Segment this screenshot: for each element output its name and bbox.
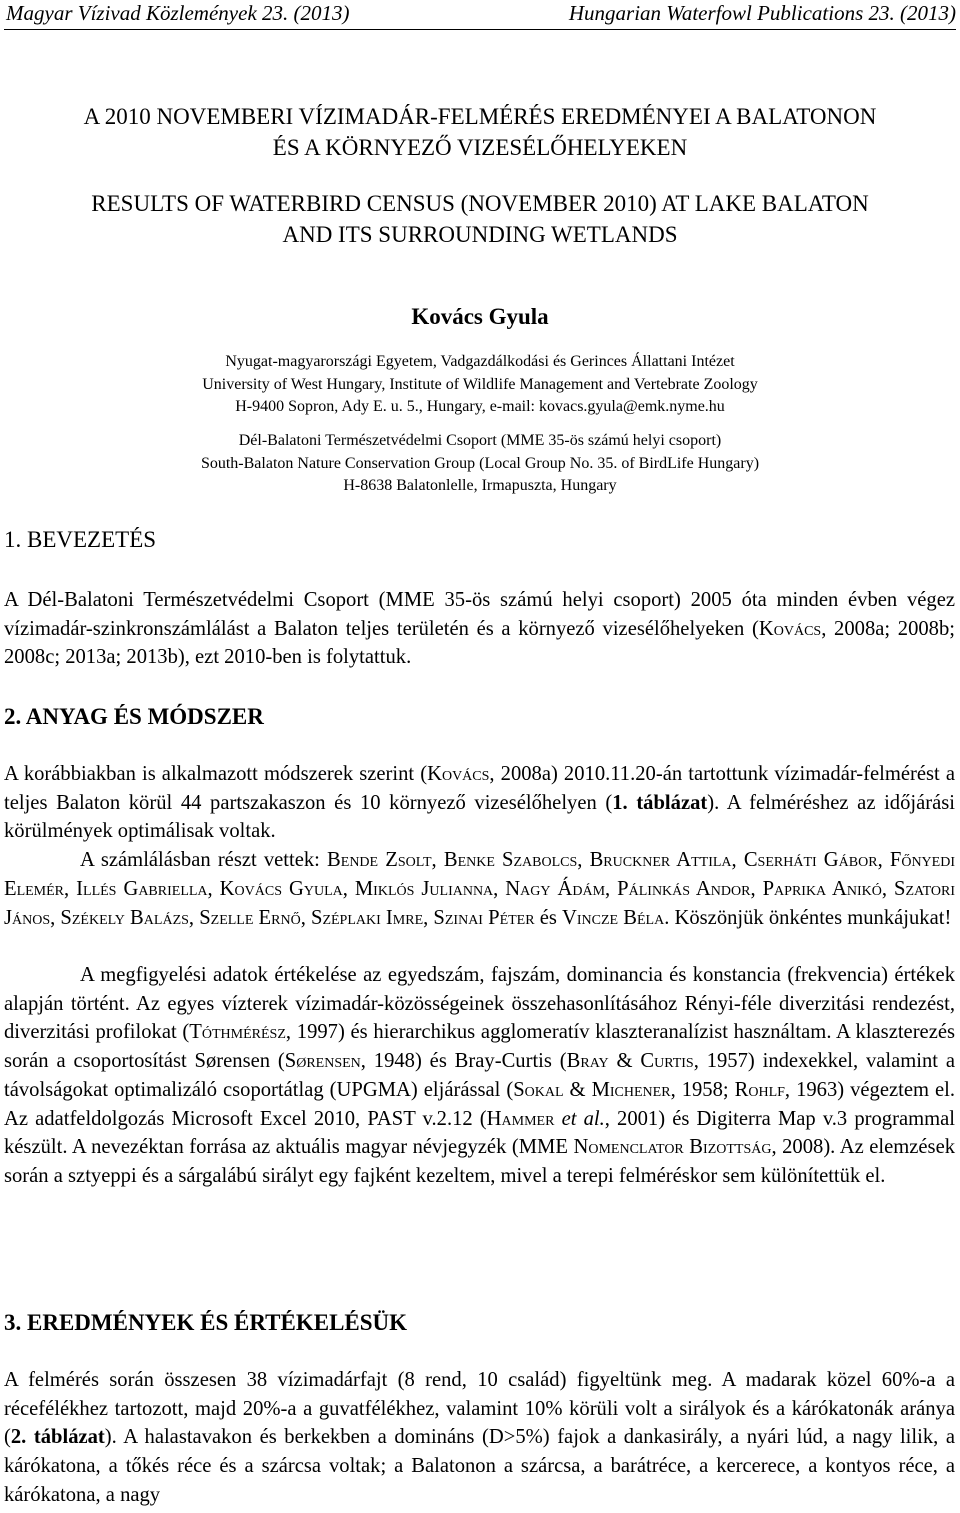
section-heading-results: 3. EREDMÉNYEK ÉS ÉRTÉKELÉSÜK xyxy=(4,1310,408,1335)
running-header xyxy=(6,0,956,26)
methods-p3-cite-3: Bray xyxy=(566,1050,609,1073)
section-heading-intro: 1. BEVEZETÉS xyxy=(4,527,157,552)
results-p1-text-1: A felmérés során összesen 38 vízimadárfajt (8 rend, 10 család) figyeltünk meg. A madarak közel 60%-a a récefélékhez tartozott, majd 20%-a a guvatfélékhez, valamint 10% körüli volt a sirályok és a kárókatonák aránya ( xyxy=(4,1369,955,1449)
section-heading-methods: 2. ANYAG ÉS MÓDSZER xyxy=(4,704,264,729)
author-name: Kovács Gyula xyxy=(411,304,549,329)
title-en-line-1: RESULTS OF WATERBIRD CENSUS (NOVEMBER 2010) AT LAKE BALATON xyxy=(91,191,869,216)
methods-p3-text-9: , 2001) és Digiterra Map v.3 programmal készült. A nevezéktan forrása az aktuális magyar névjegyzék (MME xyxy=(4,1107,955,1159)
methods-p1-table-ref: 1. táblázat xyxy=(612,791,708,814)
methods-p1-citation: ovács xyxy=(441,763,490,785)
methods-p3-text-6: & xyxy=(563,1078,592,1101)
methods-p3-cite-9: Nomenclator Bizottság xyxy=(573,1136,772,1159)
methods-p3-cite-6: Michener xyxy=(591,1078,671,1101)
affiliation-1-line-2: University of West Hungary, Institute of Wildlife Management and Vertebrate Zoology xyxy=(202,375,758,393)
intro-paragraph xyxy=(4,586,955,672)
affiliation-1-line-1: Nyugat-magyarországi Egyetem, Vadgazdálkodási és Gerinces Állattani Intézet xyxy=(225,353,735,370)
methods-p3-text-1: A megfigyelési adatok értékelése az egyedszám, fajszám, dominancia és konstancia (frekvencia) értékek alapján történt. Az egyes vízterek vízimadár-közösségeinek összehasonlításához Rényi-féle diverzitási rendezést, diverzitási profilokat ( xyxy=(4,964,955,1044)
methods-p3-cite-1: Tóthmérész xyxy=(189,1021,286,1044)
results-p1-text-2: ). A halastavakon és berkekben a domináns (D>5%) fajok a dankasirály, a nyári lúd, a nagy lilik, a kárókatona, a tőkés réce és a szárcsa voltak; a Balatonon a szárcsa, a barátréce, a kercerece, a kontyos réce, a kárókatona, a nagy xyxy=(4,1426,955,1506)
intro-text-1: A Dél-Balatoni Természetvédelmi Csoport (MME 35-ös számú helyi csoport) 2005 óta minden évben végez vízimadár-szinkronszámlálást a Balaton teljes területén és a környező vizesélőhelyeken (K xyxy=(4,589,955,640)
methods-p1-text-2: , 2008a) 2010.11.20-án tartottunk vízimadár-felmérést a teljes Balaton körül 44 partszakaszon és 10 környező vizesélőhelyen ( xyxy=(4,763,955,814)
methods-p2-participant-last: Vincze Béla xyxy=(562,906,665,929)
methods-p3-text-3: , 1948) és Bray-Curtis ( xyxy=(360,1050,567,1073)
methods-p3-text-7: , 1958; xyxy=(670,1078,735,1101)
journal-title-en: Hungarian Waterfowl Publications 23. (2013) xyxy=(568,1,956,25)
methods-p3-et-al: et al. xyxy=(554,1107,605,1130)
title-hu-line-1: A 2010 NOVEMBERI VÍZIMADÁR-FELMÉRÉS EREDMÉNYEI A BALATONON xyxy=(83,104,877,129)
title-hungarian xyxy=(0,101,960,163)
methods-p3-text-8: , 1963) végeztem el. Az adatfeldolgozás Microsoft Excel 2010, PAST v.2.12 ( xyxy=(4,1078,956,1130)
methods-paragraph-2 xyxy=(4,846,955,932)
methods-p1-text-3: ). A felméréshez az időjárási körülmények optimálisak voltak. xyxy=(4,791,955,843)
affiliation-2-line-1: Dél-Balatoni Természetvédelmi Csoport (MME 35-ös számú helyi csoport) xyxy=(238,432,722,449)
title-en-line-2: AND ITS SURROUNDING WETLANDS xyxy=(282,222,678,247)
intro-citation-author: ovács xyxy=(773,617,822,640)
title-hu-line-2: ÉS A KÖRNYEZŐ VIZESÉLŐHELYEKEN xyxy=(272,135,688,160)
affiliation-2-line-2: South-Balaton Nature Conservation Group (Local Group No. 35. of BirdLife Hungary) xyxy=(200,454,760,472)
methods-p3-cite-7: Rohlf xyxy=(734,1078,785,1101)
results-p1-table-ref: 2. táblázat xyxy=(10,1426,105,1449)
methods-p3-cite-5: Sokal xyxy=(513,1078,564,1101)
intro-text-2: , 2008a; 2008b; 2008c; 2013a; 2013b), ezt 2010-ben is folytattuk. xyxy=(4,617,955,669)
journal-title-hu: Magyar Vízivad Közlemények 23. (2013) xyxy=(6,1,350,25)
methods-p3-text-4: & xyxy=(608,1050,641,1073)
methods-p2-participants: Bende Zsolt, Benke Szabolcs, Bruckner Attila, Cserháti Gábor, Főnyedi Elemér, Illés Gabriella, Kovács Gyula, Miklós Julianna, Nagy Ádám, Pálinkás Andor, Paprika Anikó, Szatori János, Székely Balázs, Szelle Ernő, Széplaki Imre, Szinai Péter xyxy=(4,849,955,929)
methods-p3-cite-2: Sørensen xyxy=(284,1050,361,1073)
affiliation-2 xyxy=(0,430,960,498)
methods-p1-text-1: A korábbiakban is alkalmazott módszerek szerint (K xyxy=(4,763,442,785)
methods-paragraph-1 xyxy=(4,760,955,932)
affiliation-2-line-3: H-8638 Balatonlelle, Irmapuszta, Hungary xyxy=(343,477,617,494)
methods-p3-cite-8: Hammer xyxy=(486,1107,555,1130)
methods-paragraph-3 xyxy=(4,961,955,1191)
methods-p2-text-3: . Köszönjük önkéntes munkájukat! xyxy=(664,906,952,929)
methods-p3-text-5: , 1957) indexekkel, valamint a távolságokat optimalizáló csoportátlag (UPGMA) eljárással ( xyxy=(4,1050,955,1101)
methods-p2-text-1: A számlálásban részt vettek: xyxy=(80,849,328,872)
results-paragraph-1 xyxy=(4,1366,955,1510)
affiliation-1 xyxy=(0,351,960,419)
header-rule xyxy=(4,29,956,30)
methods-p3-text-2: , 1997) és hierarchikus agglomeratív klaszteranalízist használtam. A klaszterezés során a csoportosítást Sørensen ( xyxy=(4,1021,955,1073)
methods-p3-text-10: , 2008). Az elemzések során a sztyeppi és a sárgalábú sirályt egy fajként kezeltem, mivel a terepi felméréskor sem különítettük el. xyxy=(4,1136,956,1187)
affiliation-1-line-3: H-9400 Sopron, Ady E. u. 5., Hungary, e-mail: kovacs.gyula@emk.nyme.hu xyxy=(235,398,725,415)
methods-p2-text-2: és xyxy=(534,906,563,929)
methods-p3-cite-4: Curtis xyxy=(640,1050,694,1073)
title-english xyxy=(0,188,960,250)
